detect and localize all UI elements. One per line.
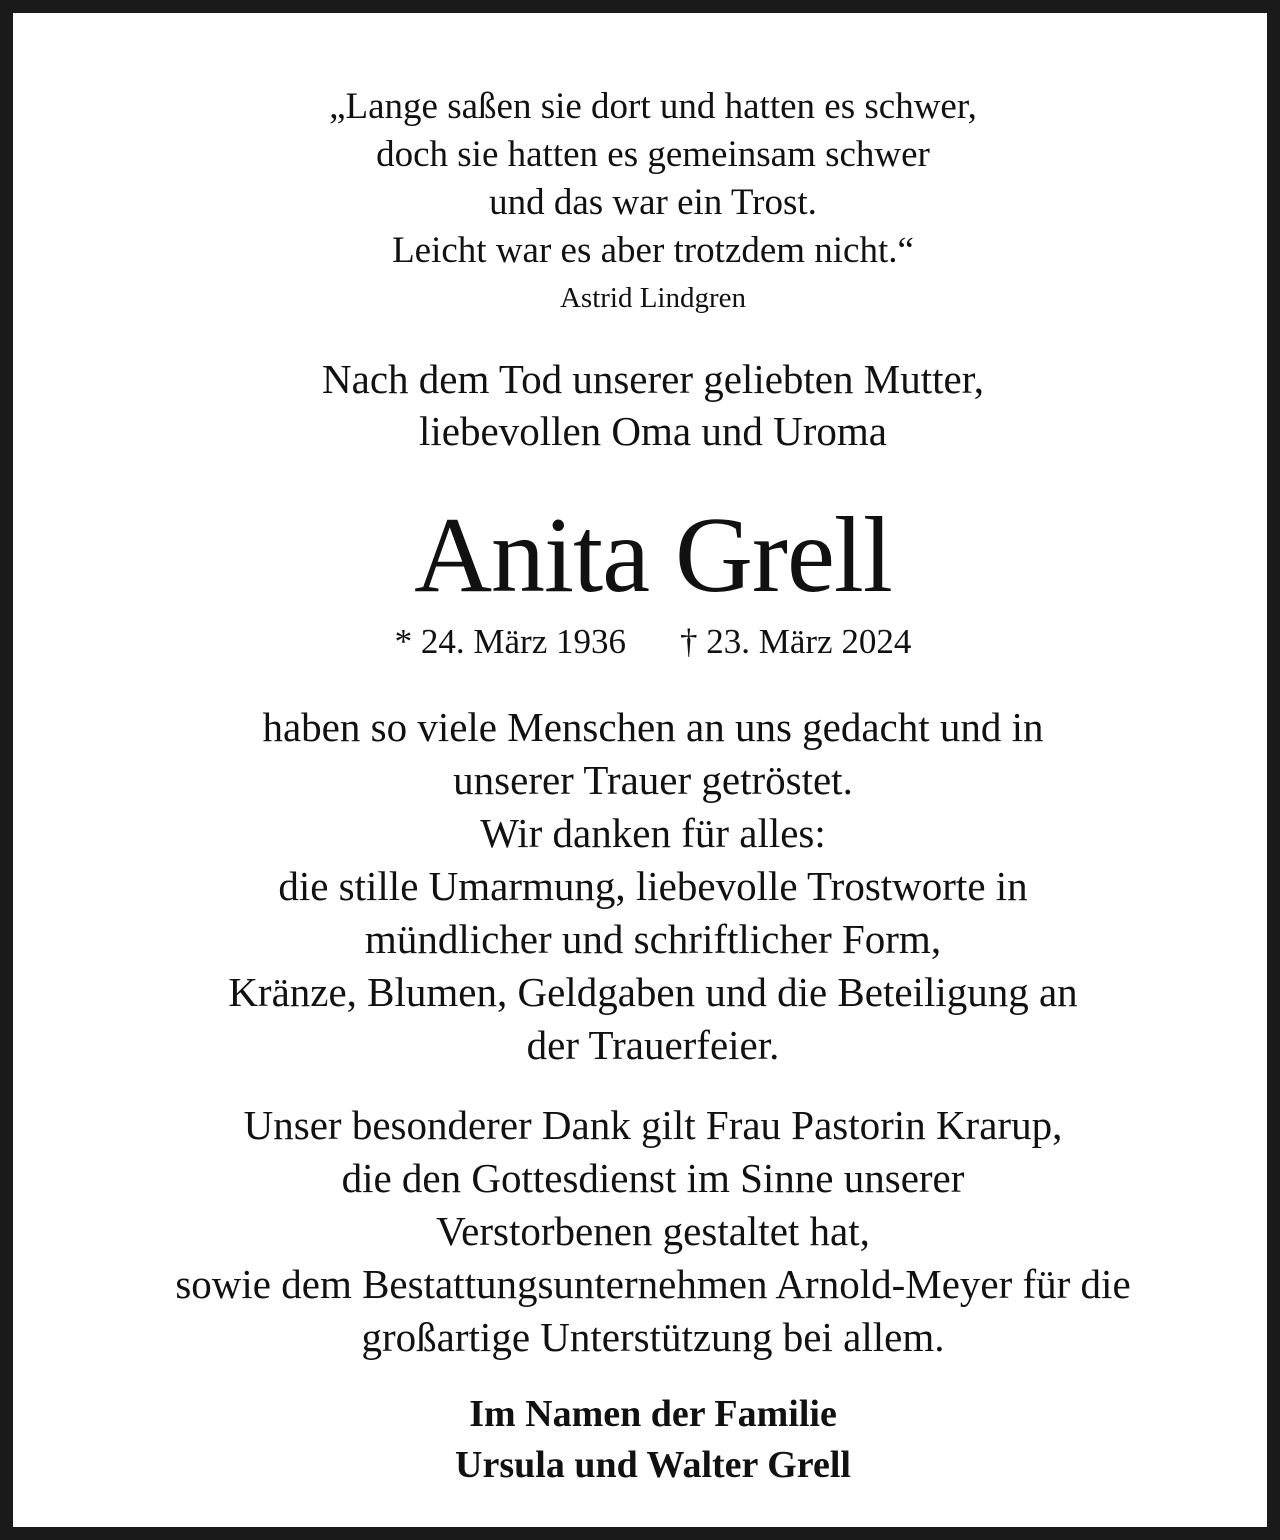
special-thanks-line: sowie dem Bestattungsunternehmen Arnold-Meyer für die xyxy=(175,1261,1131,1307)
signature-line: Im Namen der Familie xyxy=(469,1393,837,1435)
birth-date: * 24. März 1936 xyxy=(394,622,626,661)
obituary-notice xyxy=(26,26,1280,1540)
special-thanks-line: Verstorbenen gestaltet hat, xyxy=(436,1208,870,1254)
life-dates xyxy=(26,624,1280,659)
deceased-name: Anita Grell xyxy=(414,496,892,615)
death-date: † 23. März 2024 xyxy=(680,622,912,661)
quote-line: und das war ein Trost. xyxy=(489,182,817,223)
quote-author: Astrid Lindgren xyxy=(559,282,747,314)
thanks-line: haben so viele Menschen an uns gedacht und in xyxy=(262,704,1044,750)
thanks-line: unserer Trauer getröstet. xyxy=(453,757,853,803)
special-thanks-line: großartige Unterstützung bei allem. xyxy=(361,1314,945,1360)
quote-line: doch sie hatten es gemeinsam schwer xyxy=(376,134,930,175)
thanks-line: der Trauerfeier. xyxy=(526,1022,780,1068)
quote-line: „Lange saßen sie dort und hatten es schwer, xyxy=(329,86,977,127)
special-thanks-line: Unser besonderer Dank gilt Frau Pastorin Krarup, xyxy=(243,1102,1063,1148)
quote-line: Leicht war es aber trotzdem nicht.“ xyxy=(392,230,914,271)
thanks-line: mündlicher und schriftlicher Form, xyxy=(364,916,942,962)
signature-line: Ursula und Walter Grell xyxy=(455,1444,851,1486)
thanks-line: die stille Umarmung, liebevolle Trostworte in xyxy=(278,863,1028,909)
thanks-line: Wir danken für alles: xyxy=(480,810,826,856)
intro-line: Nach dem Tod unserer geliebten Mutter, xyxy=(322,356,984,402)
special-thanks-line: die den Gottesdienst im Sinne unserer xyxy=(341,1155,965,1201)
intro-line: liebevollen Oma und Uroma xyxy=(419,408,887,454)
thanks-line: Kränze, Blumen, Geldgaben und die Beteiligung an xyxy=(228,969,1078,1015)
